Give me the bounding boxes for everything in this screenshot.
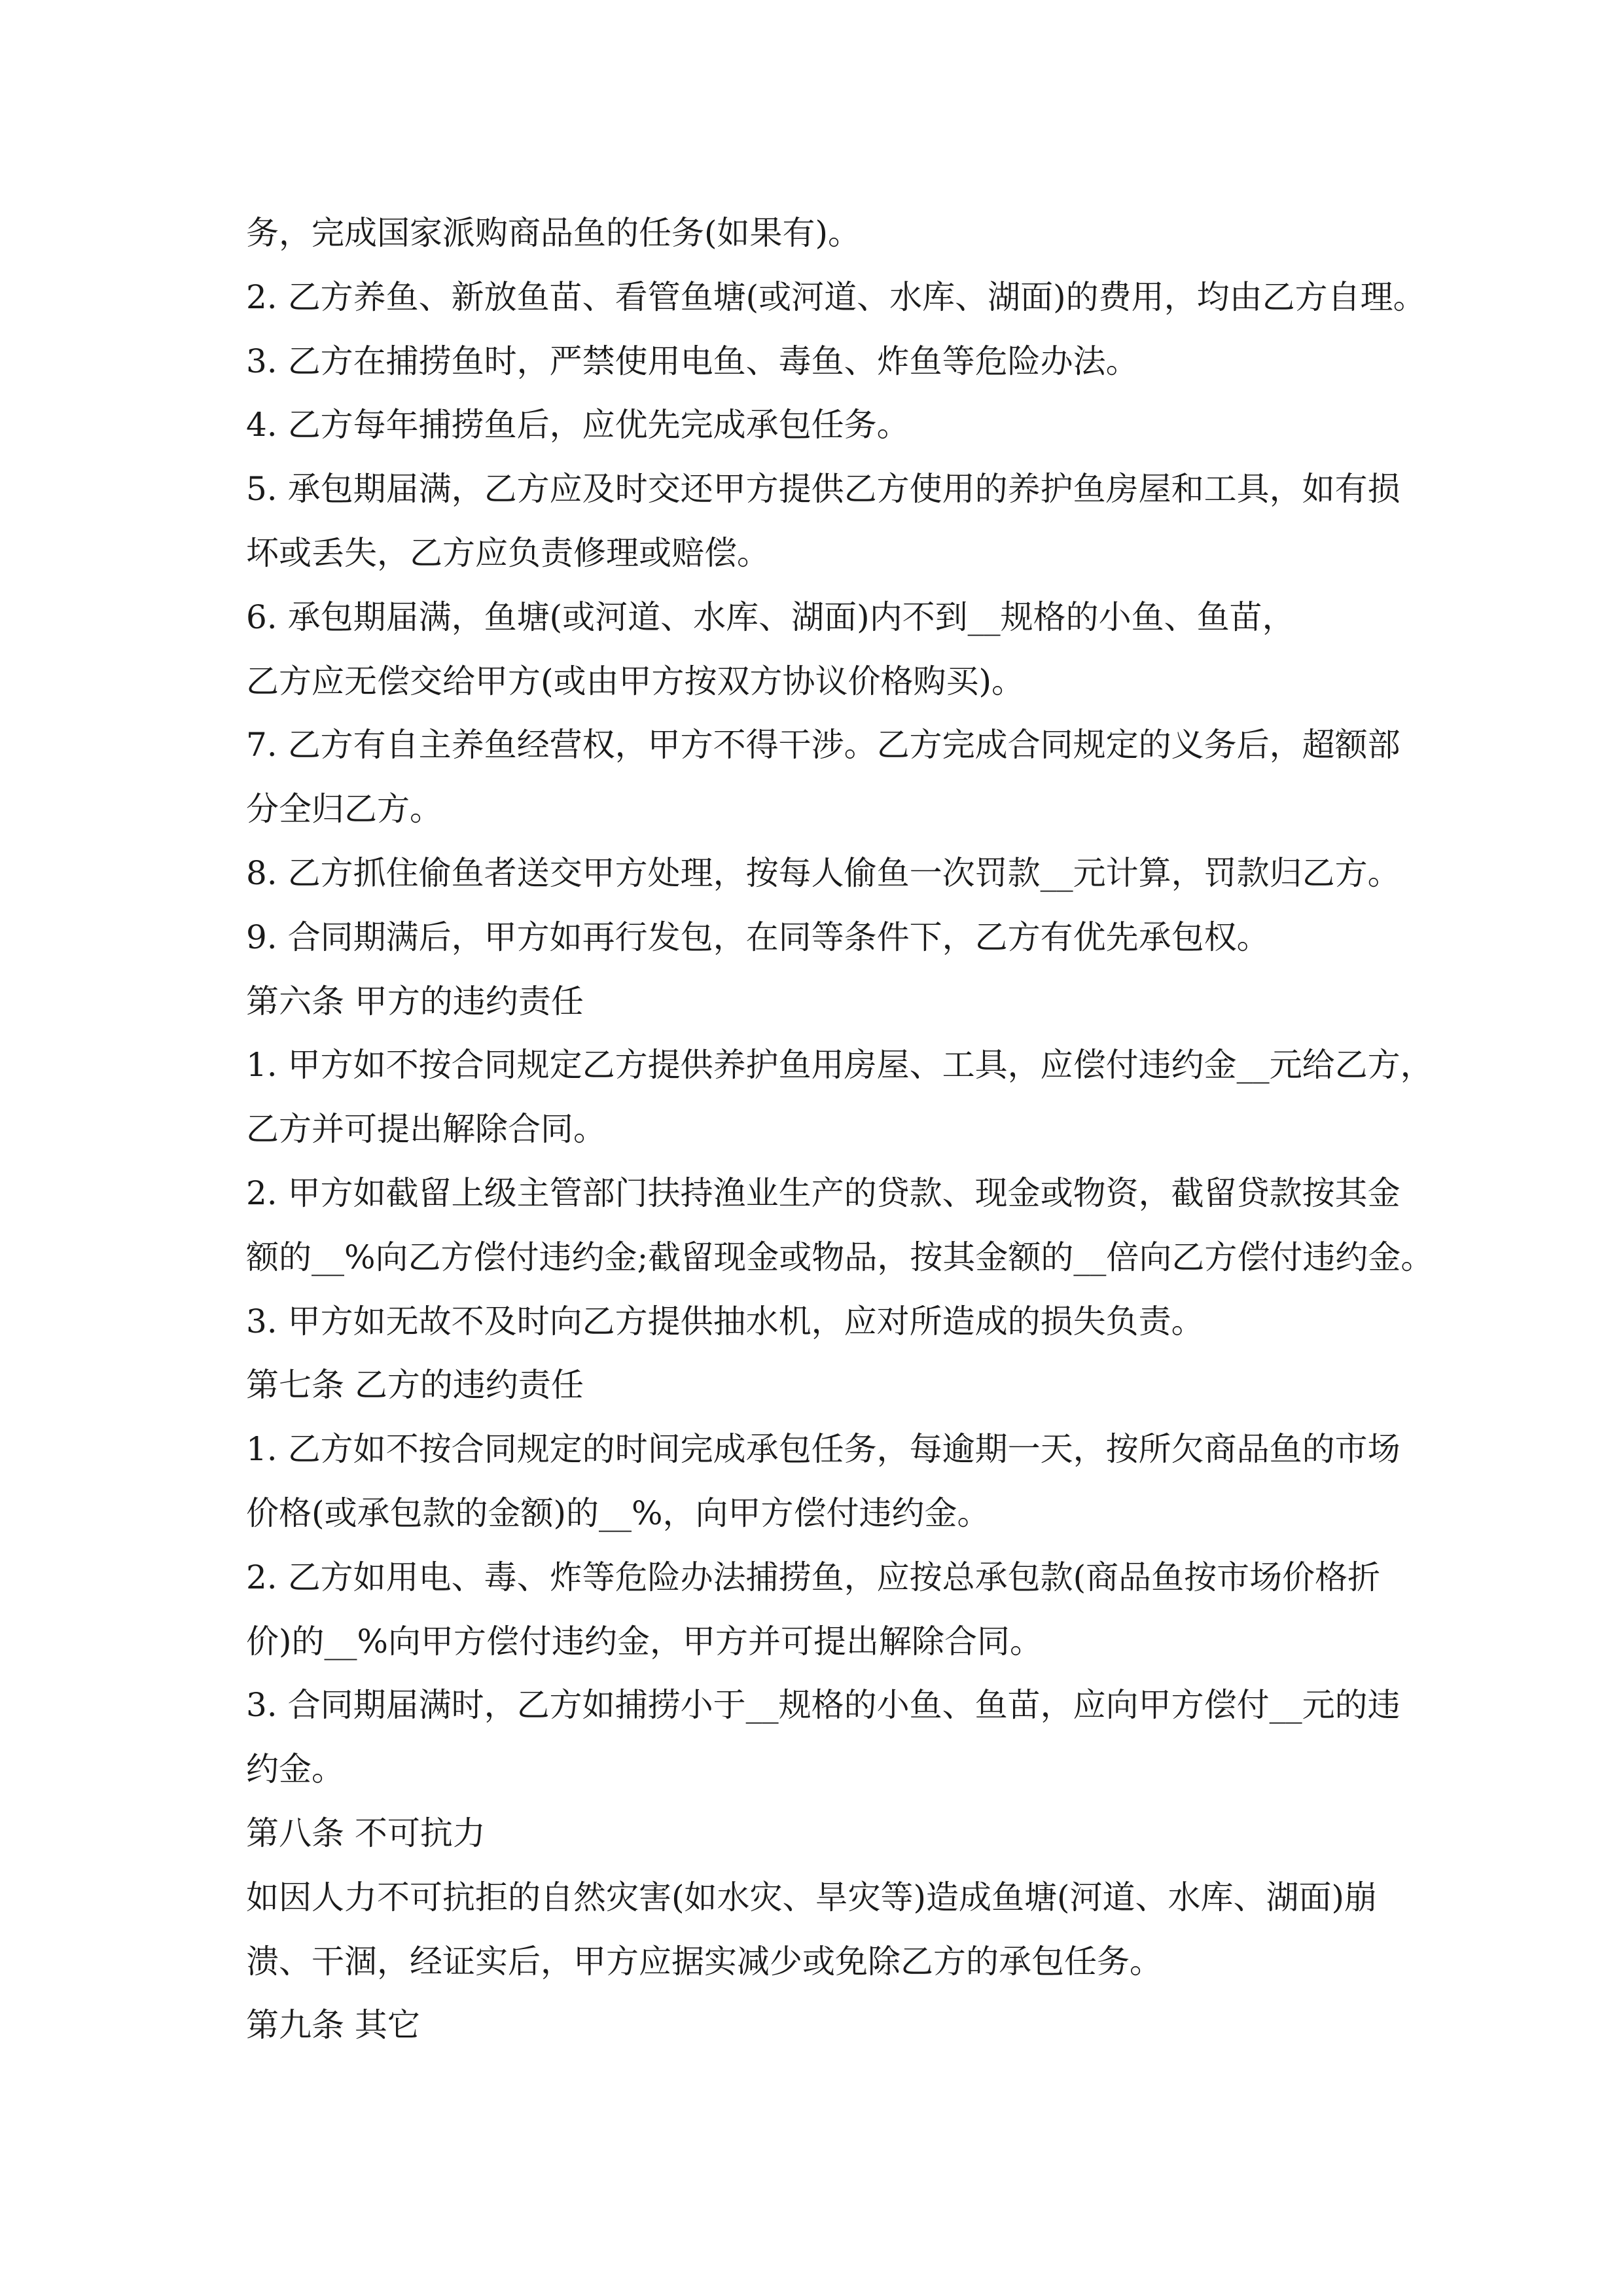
article-heading: 第九条 其它: [246, 2006, 420, 2045]
clause-item: 3. 合同期届满时，乙方如捕捞小于__规格的小鱼、鱼苗，应向甲方偿付__元的违: [246, 1686, 1400, 1725]
body-line: 坏或丢失，乙方应负责修理或赔偿。: [246, 533, 770, 572]
clause-item: 6. 承包期届满，鱼塘(或河道、水库、湖面)内不到__规格的小鱼、鱼苗，: [246, 598, 1295, 636]
body-line: 乙方应无偿交给甲方(或由甲方按双方协议价格购买)。: [246, 662, 1025, 700]
body-line: 价)的__%向甲方偿付违约金，甲方并可提出解除合同。: [246, 1622, 1043, 1660]
clause-item: 9. 合同期满后，甲方如再行发包，在同等条件下，乙方有优先承包权。: [246, 918, 1270, 956]
clause-item: 7. 乙方有自主养鱼经营权，甲方不得干涉。乙方完成合同规定的义务后，超额部: [246, 726, 1400, 764]
clause-item: 1. 甲方如不按合同规定乙方提供养护鱼用房屋、工具，应偿付违约金__元给乙方，: [246, 1046, 1433, 1085]
document-body: [246, 202, 1434, 2058]
clause-item: 4. 乙方每年捕捞鱼后，应优先完成承包任务。: [246, 406, 910, 444]
clause-item: 8. 乙方抓住偷鱼者送交甲方处理，按每人偷鱼一次罚款__元计算，罚款归乙方。: [246, 853, 1400, 892]
clause-item: 2. 甲方如截留上级主管部门扶持渔业生产的贷款、现金或物资，截留贷款按其金: [246, 1174, 1400, 1212]
clause-item: 2. 乙方如用电、毒、炸等危险办法捕捞鱼，应按总承包款(商品鱼按市场价格折: [246, 1558, 1381, 1596]
clause-item: 2. 乙方养鱼、新放鱼苗、看管鱼塘(或河道、水库、湖面)的费用，均由乙方自理。: [246, 278, 1426, 316]
body-line: 额的__%向乙方偿付违约金;截留现金或物品，按其金额的__倍向乙方偿付违约金。: [246, 1238, 1434, 1276]
clause-item: 1. 乙方如不按合同规定的时间完成承包任务，每逾期一天，按所欠商品鱼的市场: [246, 1430, 1400, 1469]
article-heading: 第八条 不可抗力: [246, 1814, 486, 1852]
body-line: 分全归乙方。: [246, 790, 442, 829]
body-line: 乙方并可提出解除合同。: [246, 1110, 606, 1149]
body-line: 价格(或承包款的金额)的__%，向甲方偿付违约金。: [246, 1494, 990, 1532]
clause-item: 5. 承包期届满，乙方应及时交还甲方提供乙方使用的养护鱼房屋和工具，如有损: [246, 470, 1400, 509]
body-line: 如因人力不可抗拒的自然灾害(如水灾、旱灾等)造成鱼塘(河道、水库、湖面)崩: [246, 1878, 1378, 1916]
article-heading: 第七条 乙方的违约责任: [246, 1366, 584, 1405]
clause-item: 3. 乙方在捕捞鱼时，严禁使用电鱼、毒鱼、炸鱼等危险办法。: [246, 342, 1139, 380]
clause-item: 3. 甲方如无故不及时向乙方提供抽水机，应对所造成的损失负责。: [246, 1302, 1204, 1340]
article-heading: 第六条 甲方的违约责任: [246, 982, 584, 1020]
body-line: 溃、干涸，经证实后，甲方应据实减少或免除乙方的承包任务。: [246, 1942, 1162, 1981]
body-line: 约金。: [246, 1750, 344, 1789]
body-line: 务，完成国家派购商品鱼的任务(如果有)。: [246, 214, 861, 252]
